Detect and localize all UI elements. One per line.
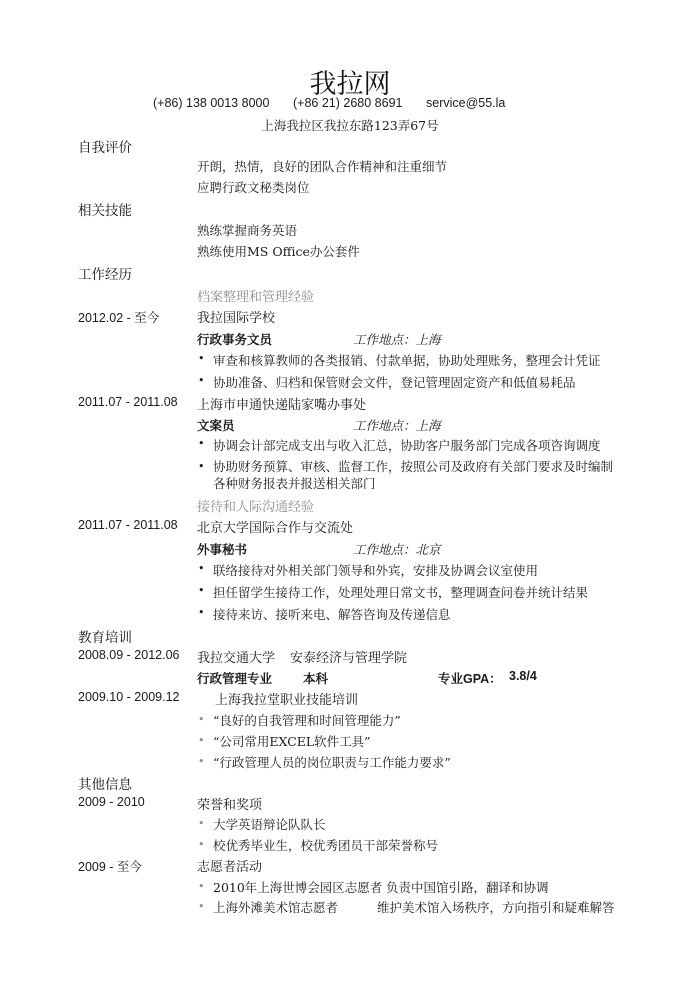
bullet-icon: • xyxy=(198,606,205,619)
job-date: 2012.02 - 至今 xyxy=(78,311,160,325)
bullet-icon: • xyxy=(198,562,205,575)
section-heading-other: 其他信息 xyxy=(78,777,132,793)
job-bullet: 联络接待对外相关部门领导和外宾，安排及协调会议室使用 xyxy=(213,563,539,578)
bullet-icon: • xyxy=(198,755,205,768)
section-heading-skills: 相关技能 xyxy=(78,203,132,219)
other-date: 2009 - 2010 xyxy=(78,795,145,809)
training-bullet: “公司常用EXCEL软件工具” xyxy=(213,734,371,749)
edu-training-name: 上海我拉堂职业技能培训 xyxy=(215,693,359,708)
job-bullet: 协助准备、归档和保管财会文件，登记管理固定资产和低值易耗品 xyxy=(213,375,576,390)
bullet-icon: • xyxy=(198,734,205,747)
volunteer-duty: 负责中国馆引路，翻译和协调 xyxy=(386,880,549,895)
bullet-icon: • xyxy=(198,352,205,365)
other-date: 2009 - 至今 xyxy=(78,860,142,874)
other-bullet: 大学英语辩论队队长 xyxy=(213,817,326,832)
phone-office: (+86 21) 2680 8691 xyxy=(293,96,403,110)
other-bullet: 校优秀毕业生，校优秀团员干部荣誉称号 xyxy=(213,838,439,853)
job-role: 外事秘书 xyxy=(197,542,248,557)
phone-mobile: (+86) 138 0013 8000 xyxy=(153,96,270,110)
edu-college: 安泰经济与管理学院 xyxy=(290,651,408,666)
edu-date: 2009.10 - 2009.12 xyxy=(78,690,180,704)
edu-date: 2008.09 - 2012.06 xyxy=(78,648,180,662)
section-heading-self-eval: 自我评价 xyxy=(78,140,132,156)
job-organization: 我拉国际学校 xyxy=(197,311,276,326)
skill-line: 熟练掌握商务英语 xyxy=(197,223,298,238)
other-title: 荣誉和奖项 xyxy=(197,798,263,813)
edu-school: 我拉交通大学 xyxy=(197,651,276,666)
training-bullet: “良好的自我管理和时间管理能力” xyxy=(213,713,401,728)
job-location: 工作地点：上海 xyxy=(353,332,441,347)
job-organization: 上海市申通快递陆家嘴办事处 xyxy=(197,398,367,413)
job-bullet: 协调会计部完成支出与收入汇总，协助客户服务部门完成各项咨询调度 xyxy=(213,438,601,453)
bullet-icon: • xyxy=(198,374,205,387)
bullet-icon: • xyxy=(198,817,205,830)
job-bullet: 接待来访、接听来电、解答咨询及传递信息 xyxy=(213,607,451,622)
section-heading-education: 教育培训 xyxy=(78,630,132,646)
job-location: 工作地点：上海 xyxy=(353,418,441,433)
job-bullet: 担任留学生接待工作，处理处理日常文书，整理调查问卷并统计结果 xyxy=(213,585,589,600)
job-date: 2011.07 - 2011.08 xyxy=(78,518,178,532)
job-role: 行政事务文员 xyxy=(197,332,273,347)
job-bullet: 审查和核算教师的各类报销、付款单据，协助处理账务，整理会计凭证 xyxy=(213,353,601,368)
edu-gpa-value: 3.8/4 xyxy=(509,669,537,683)
job-role: 文案员 xyxy=(197,418,235,433)
bullet-icon: • xyxy=(198,900,205,913)
work-group-heading: 档案整理和管理经验 xyxy=(197,290,315,305)
edu-gpa-label: 专业GPA： xyxy=(438,672,502,686)
bullet-icon: • xyxy=(198,713,205,726)
work-group-heading: 接待和人际沟通经验 xyxy=(197,500,315,515)
bullet-icon: • xyxy=(198,880,205,893)
volunteer-role: 上海外滩美术馆志愿者 xyxy=(213,900,339,915)
self-eval-line: 开朗，热情，良好的团队合作精神和注重细节 xyxy=(197,159,448,174)
job-organization: 北京大学国际合作与交流处 xyxy=(197,521,354,536)
job-bullet: 协助财务预算、审核、监督工作，按照公司及政府有关部门要求及时编制各种财务报表并报送相关部门 xyxy=(213,459,614,491)
skill-line: 熟练使用MS Office办公套件 xyxy=(197,244,360,259)
bullet-icon: • xyxy=(198,437,205,450)
bullet-icon: • xyxy=(198,838,205,851)
bullet-icon: • xyxy=(198,584,205,597)
edu-degree: 本科 xyxy=(303,671,329,686)
volunteer-duty: 维护美术馆入场秩序，方向指引和疑难解答 xyxy=(377,900,615,915)
job-location: 工作地点：北京 xyxy=(353,542,441,557)
self-eval-line: 应聘行政文秘类岗位 xyxy=(197,180,310,195)
home-address: 上海我拉区我拉东路123弄67号 xyxy=(261,118,439,133)
email-address: service@55.la xyxy=(426,96,506,110)
volunteer-role: 2010年上海世博会园区志愿者 xyxy=(213,880,383,895)
section-heading-work: 工作经历 xyxy=(78,267,132,283)
other-title: 志愿者活动 xyxy=(197,860,263,875)
edu-major: 行政管理专业 xyxy=(197,671,273,686)
training-bullet: “行政管理人员的岗位职责与工作能力要求” xyxy=(213,755,451,770)
resume-name: 我拉网 xyxy=(309,69,391,99)
bullet-icon: • xyxy=(198,460,205,473)
job-date: 2011.07 - 2011.08 xyxy=(78,395,178,409)
